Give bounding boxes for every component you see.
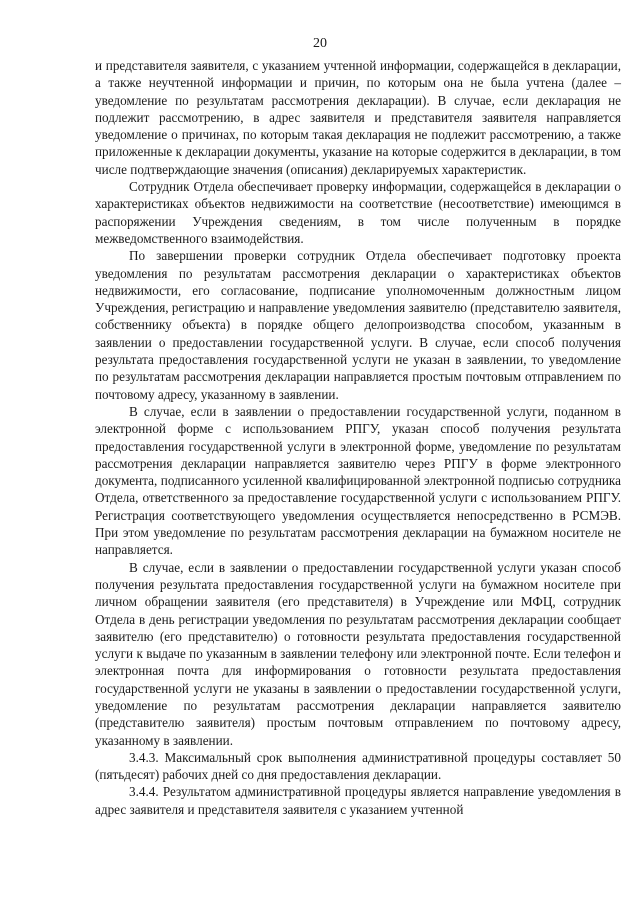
paragraph-paper-delivery: В случае, если в заявлении о предоставлении государственной услуги указан способ получения результата предоставления государственной услуги на бумажном носителе при личном обращении заявителя (его представителя) в Учреждение или МФЦ, сотрудник Отдела в день регистрации уведомления по результатам рассмотрения декларации сообщает заявителю (его представителю) о готовности результата предоставления государственной услуги к выдаче по указанным в заявлении телефону или электронной почте. Если телефон и электронная почта для информирования о готовности результата предоставления государственной услуги не указаны в заявлении о предоставлении государственной услуги, уведомление по результатам рассмотрения декларации направляется заявителю (представителю заявителя) простым почтовым отправлением по почтовому адресу, указанному в заявлении. [95,559,621,748]
paragraph-section-3-4-4: 3.4.4. Результатом административной процедуры является направление уведомления в адрес заявителя и представителя заявителя с указанием учтенной [95,784,621,817]
document-body [95,57,621,818]
paragraph-section-3-4-3: 3.4.3. Максимальный срок выполнения административной процедуры составляет 50 (пятьдесят) рабочих дней со дня предоставления декларации. [95,749,621,783]
paragraph-continuation: и представителя заявителя, с указанием учтенной информации, содержащейся в декларации, а также неучтенной информации и причин, по которым она не была учтена (далее – уведомление по результатам рассмотрения декларации). В случае, если декларация не подлежит рассмотрению, в адрес заявителя и представителя заявителя направляется уведомление о причинах, по которым такая декларация не подлежит рассмотрению, а также приложенные к декларации документы, указание на которые содержится в декларации, в том числе подтверждающие значения (описания) декларируемых характеристик. [95,58,621,177]
paragraph-electronic-delivery: В случае, если в заявлении о предоставлении государственной услуги, поданном в электронной форме с использованием РПГУ, указан способ получения результата предоставления государственной услуги в электронной форме, уведомление по результатам рассмотрения декларации направляется заявителю через РПГУ в форме электронного документа, подписанного усиленной квалифицированной электронной подписью сотрудника Отдела, ответственного за предоставление государственной услуги с использованием РПГУ. Регистрация соответствующего уведомления осуществляется непосредственно в РСМЭВ. При этом уведомление по результатам рассмотрения декларации на бумажном носителе не направляется. [95,403,621,558]
paragraph-verification: Сотрудник Отдела обеспечивает проверку информации, содержащейся в декларации о характеристиках объектов недвижимости на соответствие (несоответствие) имеющимся в распоряжении Учреждения сведениям, в том числе полученным в порядке межведомственного взаимодействия. [95,179,621,246]
paragraph-notice-preparation: По завершении проверки сотрудник Отдела обеспечивает подготовку проекта уведомления по результатам рассмотрения декларации о характеристиках объектов недвижимости, его согласование, подписание уполномоченным должностным лицом Учреждения, регистрацию и направление уведомления заявителю (представителю заявителя, собственнику объекта) в порядке общего делопроизводства способом, указанным в заявлении о предоставлении государственной услуги. В случае, если способ получения результата предоставления государственной услуги не указан в заявлении, то уведомление по результатам рассмотрения декларации направляется простым почтовым отправлением по почтовому адресу, указанному в заявлении. [95,248,621,402]
page-number: 20 [313,36,327,51]
